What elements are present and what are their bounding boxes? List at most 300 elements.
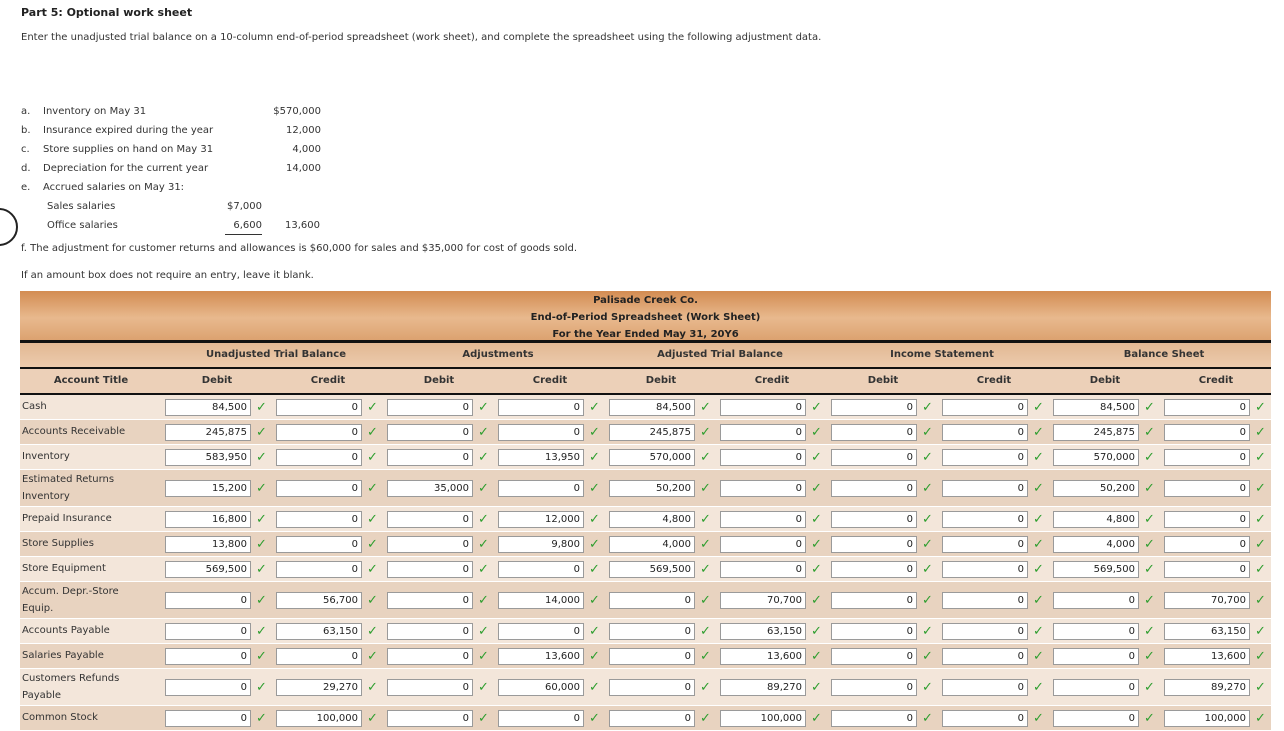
credit-amount-input[interactable]: [720, 449, 806, 466]
account-title: Accounts Payable: [22, 625, 110, 636]
check-icon: ✓: [1255, 623, 1266, 639]
amount-cell: [720, 648, 830, 665]
check-icon: ✓: [922, 592, 933, 608]
worksheet-period: For the Year Ended May 31, 20Y6: [552, 329, 739, 340]
credit-amount-input[interactable]: [942, 511, 1028, 528]
check-icon: ✓: [478, 399, 489, 415]
amount-cell: [1164, 536, 1274, 553]
credit-amount-input[interactable]: [498, 480, 584, 497]
credit-amount-input[interactable]: [498, 561, 584, 578]
account-title-header: Account Title: [53, 375, 129, 386]
credit-amount-input[interactable]: [720, 511, 806, 528]
check-icon: ✓: [256, 561, 267, 577]
debit-amount-input[interactable]: [165, 449, 251, 466]
debit-amount-input[interactable]: [387, 648, 473, 665]
amount-cell: [1164, 623, 1274, 640]
amount-cell: [831, 561, 941, 578]
adjustment-letter: c.: [21, 144, 30, 155]
credit-amount-input[interactable]: [942, 399, 1028, 416]
amount-cell: [942, 679, 1052, 696]
credit-amount-input[interactable]: [942, 592, 1028, 609]
check-icon: ✓: [700, 561, 711, 577]
credit-amount-input[interactable]: [276, 648, 362, 665]
check-icon: ✓: [1144, 623, 1155, 639]
check-icon: ✓: [1144, 449, 1155, 465]
credit-amount-input[interactable]: [942, 648, 1028, 665]
credit-amount-input[interactable]: [720, 648, 806, 665]
check-icon: ✓: [256, 511, 267, 527]
amount-cell: [720, 480, 830, 497]
credit-amount-input[interactable]: [942, 449, 1028, 466]
debit-amount-input[interactable]: [1053, 511, 1139, 528]
check-icon: ✓: [1033, 623, 1044, 639]
table-row: [20, 619, 1271, 644]
check-icon: ✓: [811, 536, 822, 552]
amount-cell: [165, 511, 275, 528]
amount-cell: [1053, 480, 1163, 497]
debit-amount-input[interactable]: [165, 679, 251, 696]
debit-amount-input[interactable]: [609, 592, 695, 609]
column-group-label: Adjusted Trial Balance: [657, 349, 783, 360]
amount-cell: [387, 536, 497, 553]
credit-amount-input[interactable]: [276, 536, 362, 553]
amount-cell: [720, 592, 830, 609]
debit-amount-input[interactable]: [387, 399, 473, 416]
check-icon: ✓: [589, 710, 600, 726]
amount-cell: [387, 679, 497, 696]
check-icon: ✓: [589, 424, 600, 440]
amount-cell: [1053, 511, 1163, 528]
debit-amount-input[interactable]: [609, 648, 695, 665]
debit-amount-input[interactable]: [831, 449, 917, 466]
credit-amount-input[interactable]: [942, 623, 1028, 640]
debit-amount-input[interactable]: [387, 480, 473, 497]
worksheet: [20, 291, 1271, 731]
check-icon: ✓: [811, 424, 822, 440]
table-row: [20, 669, 1271, 706]
debit-amount-input[interactable]: [831, 536, 917, 553]
amount-cell: [498, 679, 608, 696]
credit-amount-input[interactable]: [276, 623, 362, 640]
amount-cell: [1164, 449, 1274, 466]
check-icon: ✓: [256, 399, 267, 415]
check-icon: ✓: [1144, 648, 1155, 664]
salary-description: Office salaries: [47, 220, 118, 231]
credit-amount-input[interactable]: [498, 449, 584, 466]
amount-cell: [498, 623, 608, 640]
amount-cell: [498, 449, 608, 466]
check-icon: ✓: [367, 648, 378, 664]
amount-cell: [720, 623, 830, 640]
amount-cell: [498, 592, 608, 609]
debit-amount-input[interactable]: [387, 623, 473, 640]
debit-amount-input[interactable]: [165, 511, 251, 528]
check-icon: ✓: [589, 399, 600, 415]
credit-amount-input[interactable]: [720, 710, 806, 727]
adjustment-data-row: [21, 161, 341, 177]
check-icon: ✓: [478, 648, 489, 664]
debit-amount-input[interactable]: [165, 710, 251, 727]
account-title: Salaries Payable: [22, 650, 104, 661]
debit-amount-input[interactable]: [165, 480, 251, 497]
check-icon: ✓: [589, 592, 600, 608]
credit-amount-input[interactable]: [498, 399, 584, 416]
check-icon: ✓: [700, 623, 711, 639]
debit-amount-input[interactable]: [831, 623, 917, 640]
credit-amount-input[interactable]: [720, 399, 806, 416]
amount-cell: [387, 623, 497, 640]
nav-circle-button[interactable]: [0, 208, 18, 246]
amount-cell: [831, 399, 941, 416]
debit-amount-input[interactable]: [387, 710, 473, 727]
amount-cell: [942, 511, 1052, 528]
credit-header: Credit: [754, 375, 790, 386]
check-icon: ✓: [478, 623, 489, 639]
check-icon: ✓: [1144, 561, 1155, 577]
check-icon: ✓: [811, 449, 822, 465]
amount-cell: [720, 710, 830, 727]
debit-amount-input[interactable]: [609, 424, 695, 441]
check-icon: ✓: [256, 648, 267, 664]
check-icon: ✓: [700, 511, 711, 527]
debit-amount-input[interactable]: [165, 561, 251, 578]
debit-amount-input[interactable]: [165, 424, 251, 441]
credit-amount-input[interactable]: [942, 536, 1028, 553]
amount-cell: [276, 511, 386, 528]
credit-amount-input[interactable]: [498, 679, 584, 696]
debit-amount-input[interactable]: [609, 399, 695, 416]
check-icon: ✓: [1033, 648, 1044, 664]
check-icon: ✓: [700, 399, 711, 415]
debit-amount-input[interactable]: [387, 536, 473, 553]
account-title: Accounts Receivable: [22, 426, 126, 437]
debit-amount-input[interactable]: [387, 511, 473, 528]
column-group-label: Adjustments: [462, 349, 534, 360]
amount-cell: [387, 424, 497, 441]
amount-cell: [1164, 511, 1274, 528]
table-row: [20, 557, 1271, 582]
check-icon: ✓: [1255, 480, 1266, 496]
check-icon: ✓: [922, 480, 933, 496]
amount-cell: [276, 592, 386, 609]
amount-cell: [720, 511, 830, 528]
credit-amount-input[interactable]: [720, 424, 806, 441]
table-row: [20, 507, 1271, 532]
debit-amount-input[interactable]: [165, 592, 251, 609]
adjustment-letter: b.: [21, 125, 31, 136]
amount-cell: [165, 648, 275, 665]
amount-cell: [720, 679, 830, 696]
debit-amount-input[interactable]: [165, 536, 251, 553]
account-title: Common Stock: [22, 712, 98, 723]
check-icon: ✓: [811, 592, 822, 608]
check-icon: ✓: [700, 592, 711, 608]
amount-cell: [165, 592, 275, 609]
debit-amount-input[interactable]: [1053, 679, 1139, 696]
credit-amount-input[interactable]: [498, 648, 584, 665]
credit-amount-input[interactable]: [1164, 648, 1250, 665]
amount-cell: [387, 480, 497, 497]
check-icon: ✓: [922, 648, 933, 664]
credit-amount-input[interactable]: [1164, 536, 1250, 553]
check-icon: ✓: [1255, 710, 1266, 726]
amount-cell: [498, 536, 608, 553]
check-icon: ✓: [589, 648, 600, 664]
check-icon: ✓: [700, 449, 711, 465]
debit-amount-input[interactable]: [609, 449, 695, 466]
amount-cell: [609, 592, 719, 609]
debit-amount-input[interactable]: [1053, 449, 1139, 466]
amount-cell: [498, 424, 608, 441]
debit-amount-input[interactable]: [1053, 648, 1139, 665]
check-icon: ✓: [811, 710, 822, 726]
debit-amount-input[interactable]: [387, 679, 473, 696]
check-icon: ✓: [922, 710, 933, 726]
amount-cell: [1053, 710, 1163, 727]
debit-amount-input[interactable]: [831, 511, 917, 528]
table-row: [20, 706, 1271, 731]
amount-cell: [942, 561, 1052, 578]
check-icon: ✓: [1255, 648, 1266, 664]
check-icon: ✓: [1144, 399, 1155, 415]
debit-amount-input[interactable]: [831, 648, 917, 665]
adjustment-description: Depreciation for the current year: [43, 163, 209, 174]
salary-sub-amount: 6,600: [225, 218, 262, 235]
check-icon: ✓: [811, 399, 822, 415]
credit-amount-input[interactable]: [1164, 592, 1250, 609]
credit-amount-input[interactable]: [1164, 399, 1250, 416]
check-icon: ✓: [478, 710, 489, 726]
credit-amount-input[interactable]: [1164, 679, 1250, 696]
check-icon: ✓: [367, 480, 378, 496]
amount-cell: [831, 592, 941, 609]
amount-cell: [498, 511, 608, 528]
amount-cell: [387, 648, 497, 665]
amount-cell: [1164, 648, 1274, 665]
amount-cell: [1164, 424, 1274, 441]
debit-amount-input[interactable]: [387, 449, 473, 466]
amount-cell: [942, 710, 1052, 727]
amount-cell: [276, 710, 386, 727]
debit-amount-input[interactable]: [1053, 424, 1139, 441]
amount-cell: [609, 449, 719, 466]
credit-amount-input[interactable]: [720, 561, 806, 578]
credit-header: Credit: [310, 375, 346, 386]
credit-amount-input[interactable]: [498, 511, 584, 528]
check-icon: ✓: [478, 592, 489, 608]
amount-cell: [387, 399, 497, 416]
debit-amount-input[interactable]: [609, 623, 695, 640]
credit-amount-input[interactable]: [720, 623, 806, 640]
check-icon: ✓: [367, 710, 378, 726]
adjustment-description: Accrued salaries on May 31:: [43, 182, 185, 193]
debit-amount-input[interactable]: [1053, 592, 1139, 609]
debit-amount-input[interactable]: [831, 710, 917, 727]
column-group-label: Income Statement: [890, 349, 994, 360]
debit-amount-input[interactable]: [1053, 623, 1139, 640]
amount-cell: [831, 449, 941, 466]
check-icon: ✓: [1033, 592, 1044, 608]
adjustment-data-row: [21, 104, 341, 120]
debit-amount-input[interactable]: [165, 623, 251, 640]
credit-amount-input[interactable]: [1164, 449, 1250, 466]
credit-amount-input[interactable]: [1164, 623, 1250, 640]
debit-amount-input[interactable]: [831, 424, 917, 441]
amount-cell: [387, 449, 497, 466]
check-icon: ✓: [478, 561, 489, 577]
amount-cell: [720, 449, 830, 466]
amount-cell: [942, 623, 1052, 640]
credit-amount-input[interactable]: [276, 679, 362, 696]
amount-cell: [1164, 480, 1274, 497]
amount-cell: [720, 399, 830, 416]
credit-amount-input[interactable]: [276, 424, 362, 441]
credit-amount-input[interactable]: [276, 399, 362, 416]
credit-amount-input[interactable]: [1164, 480, 1250, 497]
debit-amount-input[interactable]: [609, 536, 695, 553]
debit-amount-input[interactable]: [831, 679, 917, 696]
amount-cell: [387, 710, 497, 727]
credit-amount-input[interactable]: [942, 424, 1028, 441]
check-icon: ✓: [1144, 511, 1155, 527]
credit-amount-input[interactable]: [1164, 511, 1250, 528]
debit-amount-input[interactable]: [387, 592, 473, 609]
amount-cell: [498, 648, 608, 665]
credit-amount-input[interactable]: [276, 449, 362, 466]
amount-cell: [831, 710, 941, 727]
table-row: [20, 470, 1271, 507]
debit-amount-input[interactable]: [165, 648, 251, 665]
debit-amount-input[interactable]: [1053, 480, 1139, 497]
amount-cell: [276, 561, 386, 578]
credit-amount-input[interactable]: [942, 710, 1028, 727]
credit-amount-input[interactable]: [1164, 710, 1250, 727]
credit-amount-input[interactable]: [276, 561, 362, 578]
adjustment-amount: 12,000: [286, 125, 321, 136]
check-icon: ✓: [811, 679, 822, 695]
amount-cell: [942, 648, 1052, 665]
check-icon: ✓: [700, 648, 711, 664]
credit-amount-input[interactable]: [720, 592, 806, 609]
credit-amount-input[interactable]: [498, 592, 584, 609]
amount-cell: [165, 424, 275, 441]
amount-cell: [387, 592, 497, 609]
credit-amount-input[interactable]: [942, 480, 1028, 497]
credit-amount-input[interactable]: [276, 480, 362, 497]
check-icon: ✓: [1144, 710, 1155, 726]
debit-amount-input[interactable]: [609, 561, 695, 578]
instruction-text: Enter the unadjusted trial balance on a 10-column end-of-period spreadsheet (work sheet), and complete the spreadsheet using the following adjustment data.: [21, 32, 822, 43]
debit-amount-input[interactable]: [609, 480, 695, 497]
debit-amount-input[interactable]: [831, 592, 917, 609]
check-icon: ✓: [922, 449, 933, 465]
table-row: [20, 532, 1271, 557]
amount-cell: [609, 710, 719, 727]
check-icon: ✓: [922, 561, 933, 577]
check-icon: ✓: [1033, 399, 1044, 415]
debit-amount-input[interactable]: [165, 399, 251, 416]
amount-cell: [1053, 648, 1163, 665]
amount-cell: [609, 480, 719, 497]
amount-cell: [165, 449, 275, 466]
debit-amount-input[interactable]: [831, 480, 917, 497]
check-icon: ✓: [478, 424, 489, 440]
adjustment-description: Inventory on May 31: [43, 106, 147, 117]
adjustment-description: Insurance expired during the year: [43, 125, 214, 136]
credit-header: Credit: [532, 375, 568, 386]
debit-amount-input[interactable]: [609, 710, 695, 727]
amount-cell: [276, 648, 386, 665]
amount-cell: [498, 480, 608, 497]
debit-amount-input[interactable]: [831, 561, 917, 578]
debit-amount-input[interactable]: [1053, 561, 1139, 578]
debit-amount-input[interactable]: [609, 679, 695, 696]
credit-amount-input[interactable]: [1164, 424, 1250, 441]
check-icon: ✓: [811, 480, 822, 496]
credit-amount-input[interactable]: [276, 511, 362, 528]
check-icon: ✓: [922, 623, 933, 639]
amount-cell: [942, 449, 1052, 466]
credit-amount-input[interactable]: [720, 679, 806, 696]
amount-cell: [498, 561, 608, 578]
salary-row: [47, 199, 327, 215]
amount-cell: [1053, 536, 1163, 553]
adjustment-letter: a.: [21, 106, 31, 117]
salary-sub-amount: $7,000: [227, 201, 262, 212]
debit-amount-input[interactable]: [387, 561, 473, 578]
amount-cell: [831, 511, 941, 528]
credit-amount-input[interactable]: [498, 710, 584, 727]
debit-amount-input[interactable]: [1053, 710, 1139, 727]
adjustment-description: Store supplies on hand on May 31: [43, 144, 214, 155]
debit-amount-input[interactable]: [609, 511, 695, 528]
check-icon: ✓: [1255, 679, 1266, 695]
credit-amount-input[interactable]: [276, 592, 362, 609]
check-icon: ✓: [589, 679, 600, 695]
amount-cell: [831, 480, 941, 497]
amount-cell: [1053, 561, 1163, 578]
check-icon: ✓: [589, 449, 600, 465]
check-icon: ✓: [1255, 424, 1266, 440]
credit-amount-input[interactable]: [1164, 561, 1250, 578]
check-icon: ✓: [1144, 592, 1155, 608]
check-icon: ✓: [367, 679, 378, 695]
amount-cell: [609, 399, 719, 416]
credit-amount-input[interactable]: [498, 536, 584, 553]
credit-amount-input[interactable]: [942, 561, 1028, 578]
credit-amount-input[interactable]: [720, 536, 806, 553]
debit-amount-input[interactable]: [1053, 536, 1139, 553]
check-icon: ✓: [811, 623, 822, 639]
company-name: Palisade Creek Co.: [593, 295, 698, 306]
check-icon: ✓: [700, 710, 711, 726]
check-icon: ✓: [1255, 536, 1266, 552]
debit-amount-input[interactable]: [831, 399, 917, 416]
credit-amount-input[interactable]: [276, 710, 362, 727]
check-icon: ✓: [922, 399, 933, 415]
credit-amount-input[interactable]: [498, 623, 584, 640]
check-icon: ✓: [811, 511, 822, 527]
credit-amount-input[interactable]: [720, 480, 806, 497]
check-icon: ✓: [256, 710, 267, 726]
credit-amount-input[interactable]: [942, 679, 1028, 696]
debit-header: Debit: [1089, 375, 1121, 386]
credit-amount-input[interactable]: [498, 424, 584, 441]
debit-amount-input[interactable]: [387, 424, 473, 441]
account-title: Prepaid Insurance: [22, 513, 112, 524]
debit-amount-input[interactable]: [1053, 399, 1139, 416]
amount-cell: [276, 536, 386, 553]
